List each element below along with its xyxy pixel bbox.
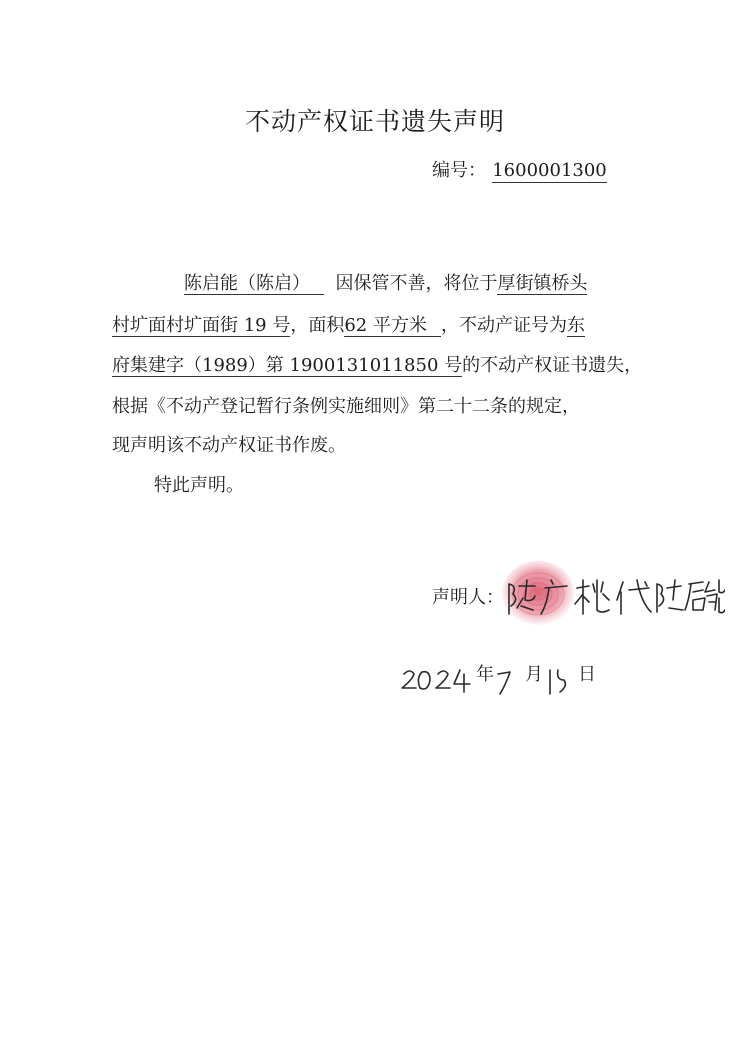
body-line-4: 根据《不动产登记暂行条例实施细则》第二十二条的规定， xyxy=(112,396,580,417)
body-text-4: 的不动产权证书遗失， xyxy=(462,355,643,376)
location-part-2: 村圹面村圹面街 19 号 xyxy=(112,315,291,336)
document-number-value: 1600001300 xyxy=(492,160,607,181)
declarant-row xyxy=(432,584,504,612)
date-month-char: 月 xyxy=(525,664,543,685)
date-year-char: 年 xyxy=(476,664,494,685)
body-line-1 xyxy=(184,272,587,296)
cert-part-1: 东 xyxy=(567,315,585,336)
owner-name: 陈启能（陈启） xyxy=(184,273,324,295)
body-text-2: ，面积 xyxy=(290,315,345,336)
body-text-3: ，不动产证号为 xyxy=(441,315,567,336)
area-value: 62 平方米 xyxy=(344,315,441,337)
location-part-1: 厚街镇桥头 xyxy=(497,273,588,294)
body-text-1: 因保管不善，将位于 xyxy=(335,273,498,294)
document-number xyxy=(432,156,607,183)
closing-text: 特此声明。 xyxy=(154,475,244,496)
cert-part-2: 府集建字（1989）第 1900131011850 号 xyxy=(112,355,463,376)
handwritten-signature xyxy=(505,570,725,620)
document-number-label: 编号： xyxy=(432,160,486,181)
declarant-label: 声明人： xyxy=(432,587,504,608)
body-line-3 xyxy=(112,354,642,378)
date-day-char: 日 xyxy=(578,664,596,685)
body-line-5: 现声明该不动产权证书作废。 xyxy=(112,435,346,456)
handwritten-date-strokes xyxy=(398,660,608,700)
page-title: 不动产权证书遗失声明 xyxy=(244,107,505,136)
body-line-2 xyxy=(112,314,585,338)
